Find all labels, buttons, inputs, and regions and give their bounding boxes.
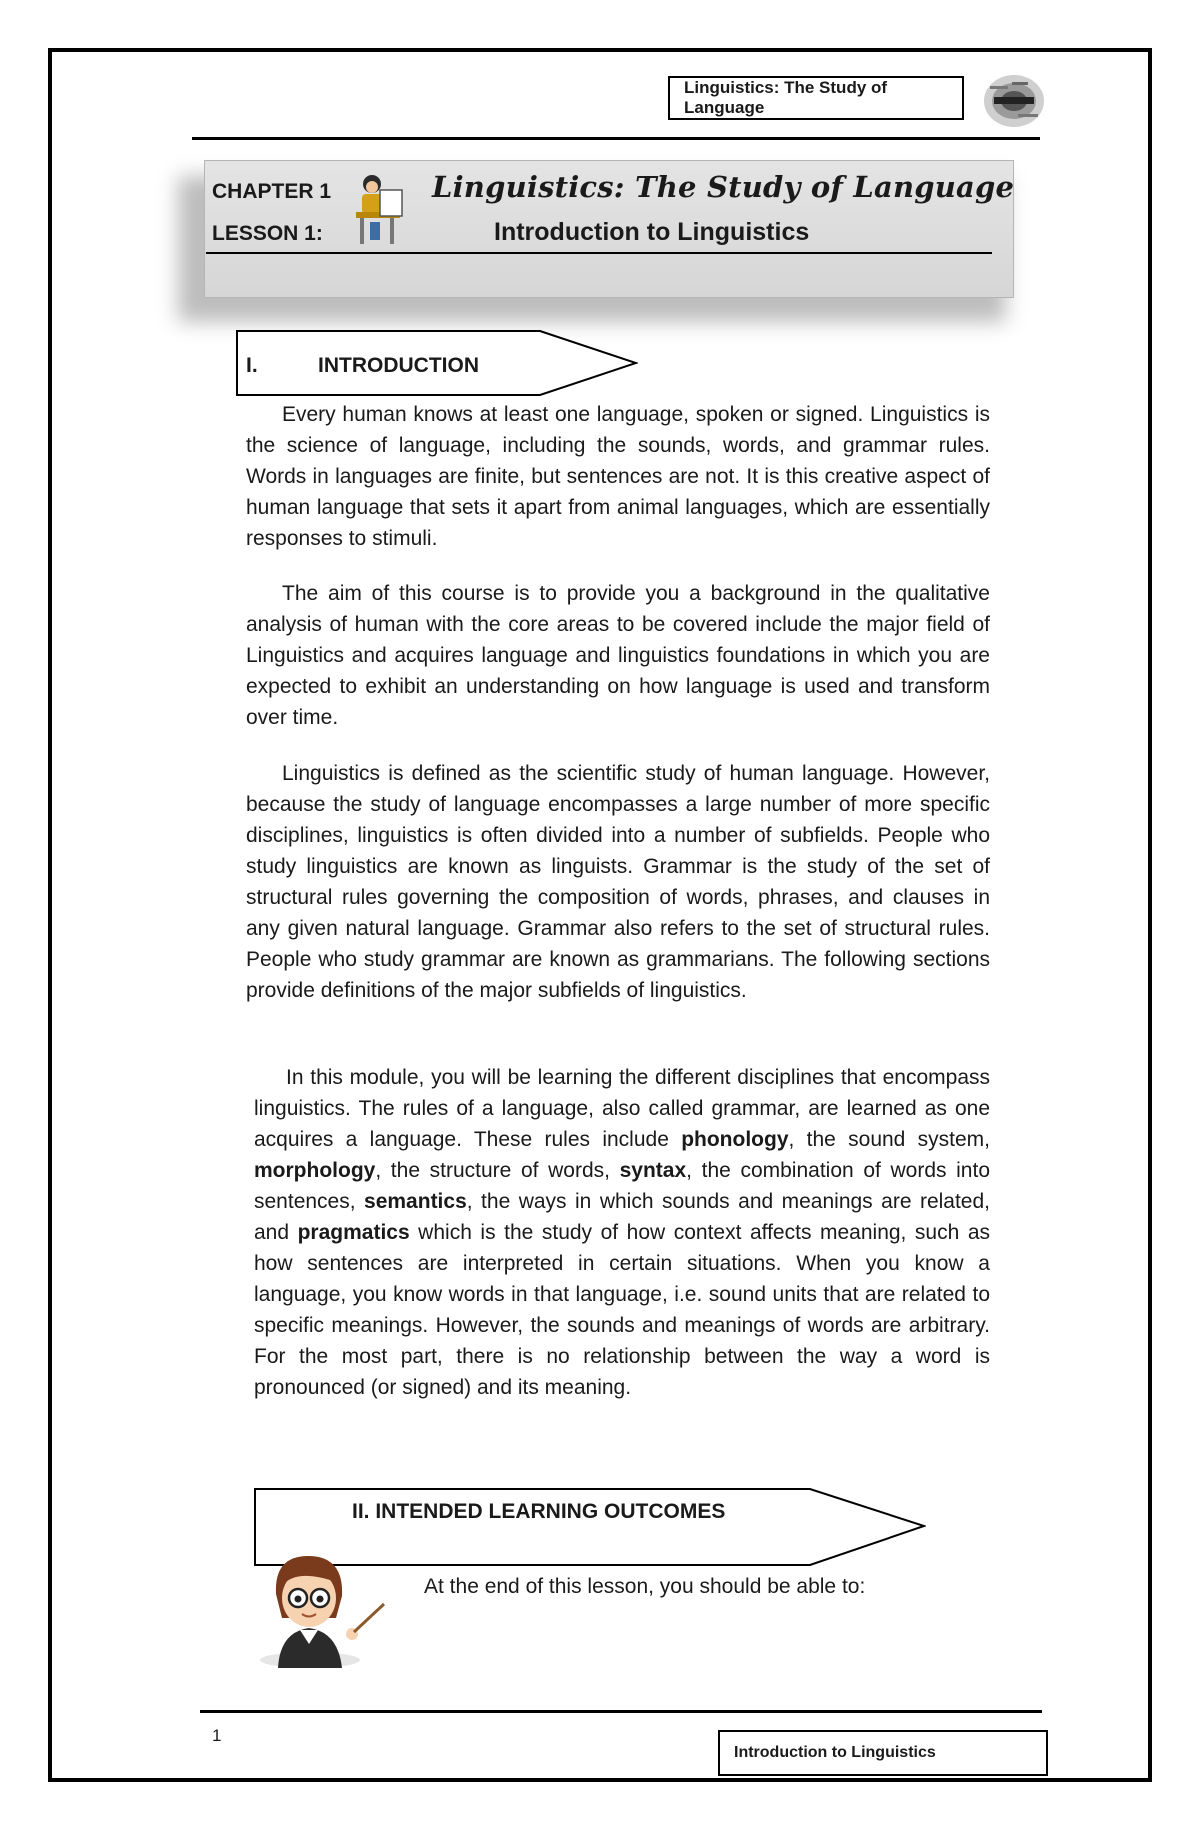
- page-number: 1: [212, 1726, 222, 1745]
- chapter-title: Linguistics: The Study of Language: [432, 170, 1015, 204]
- intro-paragraph-1-text: Every human knows at least one language, spoken or signed. Linguistics is the science of language, including the sounds, words, and grammar rules. Words in languages are finite, but sentences are not. It is this creative aspect of human language that sets it apart from animal languages, which are essentially responses to stimuli.: [246, 403, 990, 550]
- intro-paragraph-3-text: Linguistics is defined as the scientific study of human language. However, because the study of language encompasses a large number of more specific disciplines, linguistics is often divided into a number of subfields. People who study linguistics are known as linguists. Grammar is the study of the set of structural rules governing the composition of words, phrases, and clauses in any given natural language. Grammar also refers to the set of structural rules. People who study grammar are known as grammarians. The following sections provide definitions of the major subfields of linguistics.: [246, 762, 990, 1002]
- term-syntax: syntax: [619, 1159, 687, 1182]
- section-1-number: I.: [246, 354, 258, 377]
- outcomes-intro: At the end of this lesson, you should be able to:: [424, 1575, 866, 1598]
- p4-text-2: , the sound system,: [788, 1128, 990, 1151]
- running-header: [668, 76, 964, 120]
- section-1-heading: [246, 354, 479, 378]
- linguistics-word-cloud-logo: [982, 72, 1046, 130]
- intro-paragraph-1: [246, 399, 990, 554]
- footer-rule: [200, 1710, 1042, 1713]
- section-1-title: INTRODUCTION: [318, 354, 479, 377]
- term-pragmatics: pragmatics: [297, 1221, 410, 1244]
- intro-paragraph-2-text: The aim of this course is to provide you a background in the qualitative analysis of human with the core areas to be covered include the major field of Linguistics and acquires language and linguistics foundations in which you are expected to exhibit an understanding on how language is used and transform over time.: [246, 582, 990, 729]
- footer-label: Introduction to Linguistics: [734, 1744, 936, 1761]
- intro-paragraph-4: [254, 1062, 990, 1403]
- running-header-title: Linguistics: The Study of Language: [684, 78, 888, 117]
- footer-label-box: [718, 1730, 1048, 1776]
- header-rule: [192, 137, 1040, 140]
- reading-student-icon: [350, 172, 410, 248]
- term-phonology: phonology: [681, 1128, 789, 1151]
- p4-text-5: , the ways in which sounds and meanings are related, and: [254, 1190, 990, 1244]
- p4-text-4: , the combination of words into sentences,: [254, 1159, 990, 1213]
- banner-rule: [206, 252, 992, 254]
- chapter-label: CHAPTER 1: [212, 180, 332, 203]
- section-2-heading: II. INTENDED LEARNING OUTCOMES: [352, 1500, 726, 1523]
- teacher-pointing-illustration: [252, 1548, 388, 1670]
- term-morphology: morphology: [254, 1159, 376, 1182]
- p4-text-6: which is the study of how context affects meaning, such as how sentences are interpreted in certain situations. When you know a language, you know words in that language, i.e. sound units that are related to specific meanings. However, the sounds and meanings of words are arbitrary. For the most part, there is no relationship between the way a word is pronounced (or signed) and its meaning.: [254, 1221, 991, 1399]
- intro-paragraph-3: [246, 758, 990, 1006]
- lesson-title: Introduction to Linguistics: [494, 218, 810, 246]
- lesson-label: LESSON 1:: [212, 222, 323, 245]
- p4-text-1: In this module, you will be learning the different disciplines that encompass linguistics. The rules of a language, also called grammar, are learned as one acquires a language. These rules include: [254, 1066, 990, 1151]
- term-semantics: semantics: [364, 1190, 467, 1213]
- p4-text-3: , the structure of words,: [375, 1159, 620, 1182]
- intro-paragraph-2: [246, 578, 990, 733]
